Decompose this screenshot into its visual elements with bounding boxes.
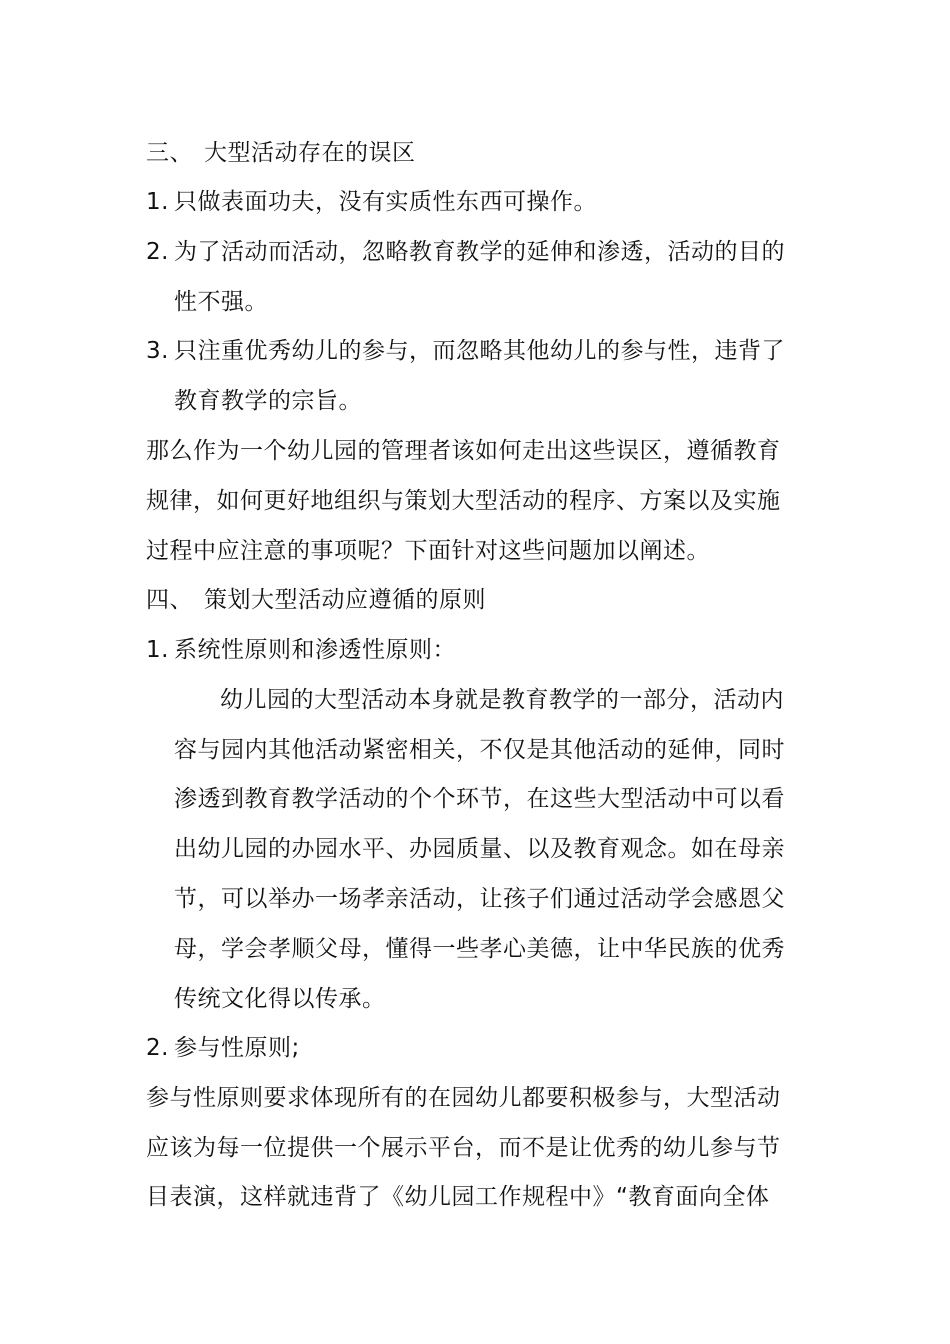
principle-1-body-line-7: 传统文化得以传承。 (174, 986, 386, 1012)
transition-line-1: 那么作为一个幼儿园的管理者该如何走出这些误区，遵循教育 (146, 438, 781, 464)
item-2-text-line-1: 为了活动而活动，忽略教育教学的延伸和渗透，活动的目的 (174, 239, 785, 265)
section-3-item-3 (146, 336, 785, 366)
section-4-title: 策划大型活动应遵循的原则 (204, 587, 486, 613)
section-3-number: 三、 (146, 140, 193, 166)
principle-2-body-line-2: 应该为每一位提供一个展示平台，而不是让优秀的幼儿参与节 (146, 1135, 781, 1161)
principle-2-body-line-3: 目表演，这样就违背了《幼儿园工作规程中》“教育面向全体 (146, 1184, 770, 1210)
section-3-item-1 (146, 187, 597, 217)
principle-2-heading (146, 1033, 300, 1063)
item-3-number: 3. (146, 338, 169, 364)
item-1-text: 只做表面功夫，没有实质性东西可操作。 (174, 189, 597, 215)
principle-1-body-line-1: 幼儿园的大型活动本身就是教育教学的一部分，活动内 (220, 687, 784, 713)
principle-1-body-line-4: 出幼儿园的办园水平、办园质量、以及教育观念。如在母亲 (174, 836, 785, 862)
item-3-text-line-2: 教育教学的宗旨。 (174, 388, 362, 414)
principle-1-title: 系统性原则和渗透性原则： (174, 637, 456, 663)
principle-1-body-line-6: 母，学会孝顺父母，懂得一些孝心美德，让中华民族的优秀 (174, 936, 785, 962)
section-3-title: 大型活动存在的误区 (204, 140, 416, 166)
principle-1-number: 1. (146, 637, 169, 663)
principle-1-heading (146, 635, 456, 665)
principle-2-title: 参与性原则; (174, 1035, 300, 1061)
item-2-text-line-2: 性不强。 (174, 289, 268, 315)
item-1-number: 1. (146, 189, 169, 215)
item-3-text-line-1: 只注重优秀幼儿的参与，而忽略其他幼儿的参与性，违背了 (174, 338, 785, 364)
principle-2-number: 2. (146, 1035, 169, 1061)
section-4-number: 四、 (146, 587, 193, 613)
section-3-item-2 (146, 237, 785, 267)
section-3-heading (146, 138, 416, 168)
principle-2-body-line-1: 参与性原则要求体现所有的在园幼儿都要积极参与，大型活动 (146, 1085, 781, 1111)
item-2-number: 2. (146, 239, 169, 265)
transition-line-3: 过程中应注意的事项呢？下面针对这些问题加以阐述。 (146, 538, 710, 564)
principle-1-body-line-2: 容与园内其他活动紧密相关，不仅是其他活动的延伸，同时 (174, 737, 785, 763)
principle-1-body-line-3: 渗透到教育教学活动的个个环节，在这些大型活动中可以看 (174, 786, 785, 812)
principle-1-body-line-5: 节，可以举办一场孝亲活动，让孩子们通过活动学会感恩父 (174, 886, 785, 912)
transition-line-2: 规律，如何更好地组织与策划大型活动的程序、方案以及实施 (146, 488, 781, 514)
section-4-heading (146, 585, 486, 615)
